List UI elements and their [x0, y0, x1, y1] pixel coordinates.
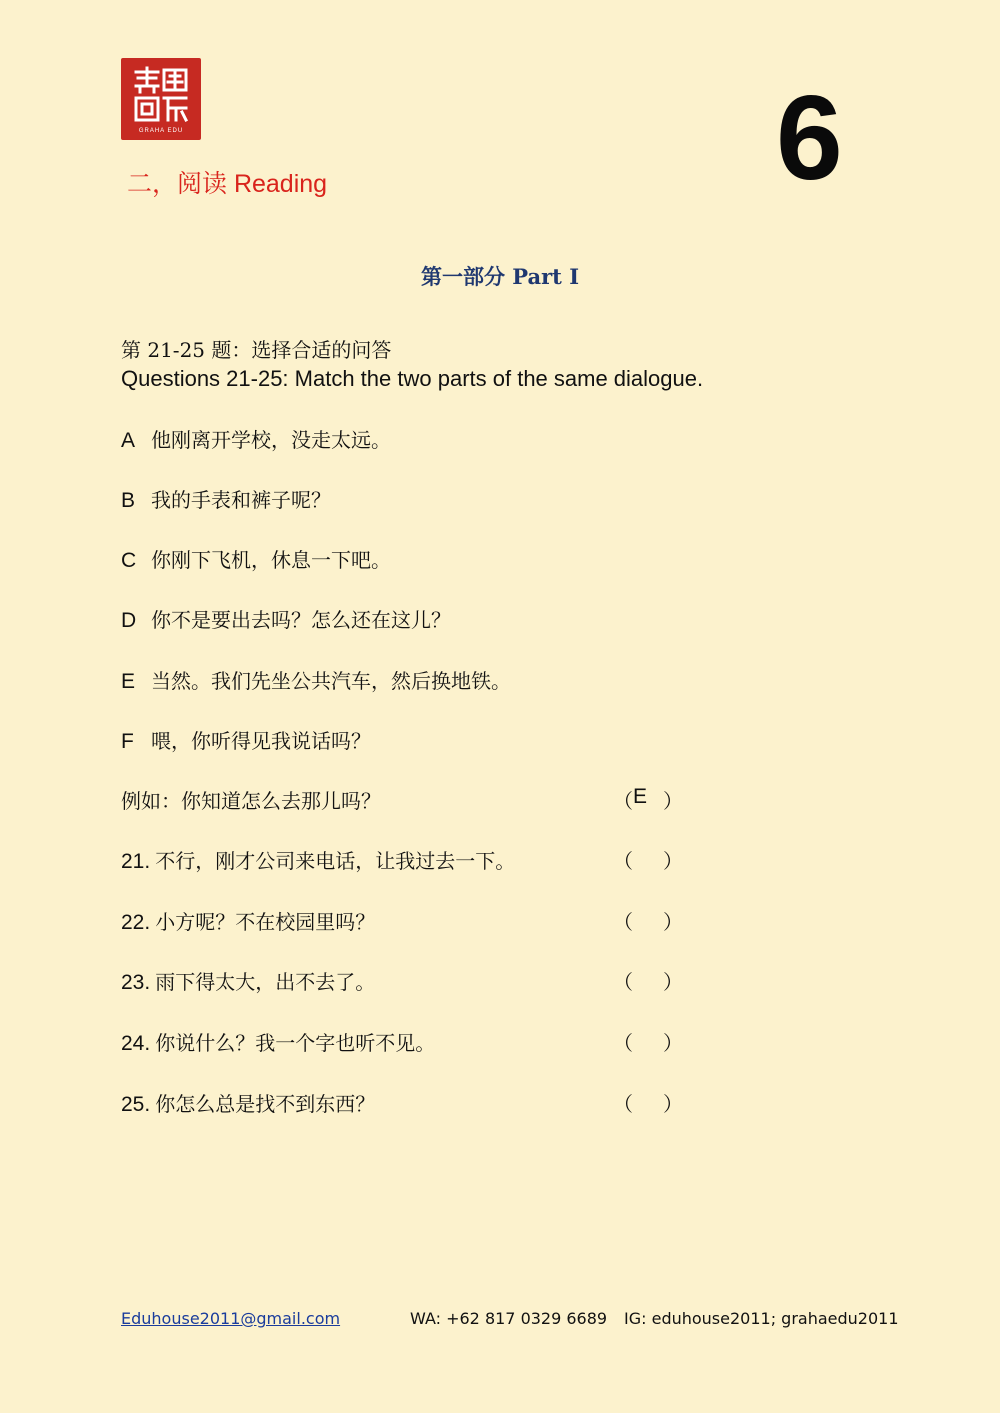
option-text: 他刚离开学校，没走太远。 [151, 428, 391, 452]
question-25 [121, 1088, 681, 1118]
option-e [121, 665, 511, 694]
option-text: 你不是要出去吗？怎么还在这儿？ [151, 608, 451, 632]
question-number: 23. [121, 971, 151, 994]
paren-open: （ [613, 1092, 633, 1116]
question-number: 25. [121, 1093, 151, 1116]
paren-close: ） [663, 849, 683, 873]
option-letter: C [121, 549, 137, 572]
option-letter: F [121, 730, 134, 753]
paren-open: （ [613, 789, 633, 813]
option-d [121, 604, 451, 633]
question-number: 21. [121, 850, 151, 873]
paren-close: ） [663, 1092, 683, 1116]
question-text: 你怎么总是找不到东西？ [155, 1092, 376, 1116]
paren-close: ） [663, 910, 683, 934]
option-letter: B [121, 489, 136, 512]
paren-open: （ [613, 910, 633, 934]
question-text: 不行，刚才公司来电话，让我过去一下。 [155, 849, 516, 873]
question-21 [121, 845, 681, 875]
answer-value: E [633, 785, 648, 808]
example-row [121, 785, 681, 815]
option-letter: E [121, 670, 136, 693]
logo [121, 58, 201, 140]
email-link[interactable]: Eduhouse2011@gmail.com [121, 1309, 341, 1328]
question-22 [121, 906, 681, 936]
option-a [121, 424, 391, 453]
paren-close: ） [663, 789, 683, 813]
question-text: 雨下得太大，出不去了。 [155, 970, 376, 994]
option-text: 当然。我们先坐公共汽车，然后换地铁。 [151, 669, 511, 693]
logo-caption: GRAHA EDU [138, 128, 184, 134]
option-letter: D [121, 609, 137, 632]
instructions-chinese: 第 21-25 题：选择合适的问答 [121, 338, 392, 362]
question-text: 小方呢？不在校园里吗？ [155, 910, 376, 934]
question-number: 24. [121, 1032, 151, 1055]
question-number: 22. [121, 911, 151, 934]
option-b [121, 484, 331, 513]
paren-close: ） [663, 1031, 683, 1055]
instagram-contact: IG: eduhouse2011; grahaedu2011 [624, 1309, 899, 1328]
option-f [121, 725, 371, 754]
page-number: 6 [776, 71, 843, 205]
part-title: 第一部分 Part I [420, 264, 580, 289]
question-text: 例如：你知道怎么去那儿吗？ [121, 789, 381, 813]
option-text: 喂，你听得见我说话吗？ [151, 729, 371, 753]
whatsapp-contact: WA: +62 817 0329 6689 [410, 1309, 608, 1328]
section-title: 二，阅读 Reading [127, 170, 328, 198]
question-23 [121, 966, 681, 996]
paren-open: （ [613, 849, 633, 873]
paren-open: （ [613, 1031, 633, 1055]
option-letter: A [121, 429, 136, 452]
option-text: 你刚下飞机，休息一下吧。 [151, 548, 391, 572]
question-text: 你说什么？我一个字也听不见。 [155, 1031, 436, 1055]
instructions-english: Questions 21-25: Match the two parts of the same dialogue. [121, 366, 704, 391]
option-text: 我的手表和裤子呢？ [151, 488, 331, 512]
question-24 [121, 1027, 681, 1057]
paren-open: （ [613, 970, 633, 994]
logo-seal-icon [130, 64, 192, 126]
option-c [121, 544, 391, 573]
paren-close: ） [663, 970, 683, 994]
footer [0, 1309, 1000, 1333]
